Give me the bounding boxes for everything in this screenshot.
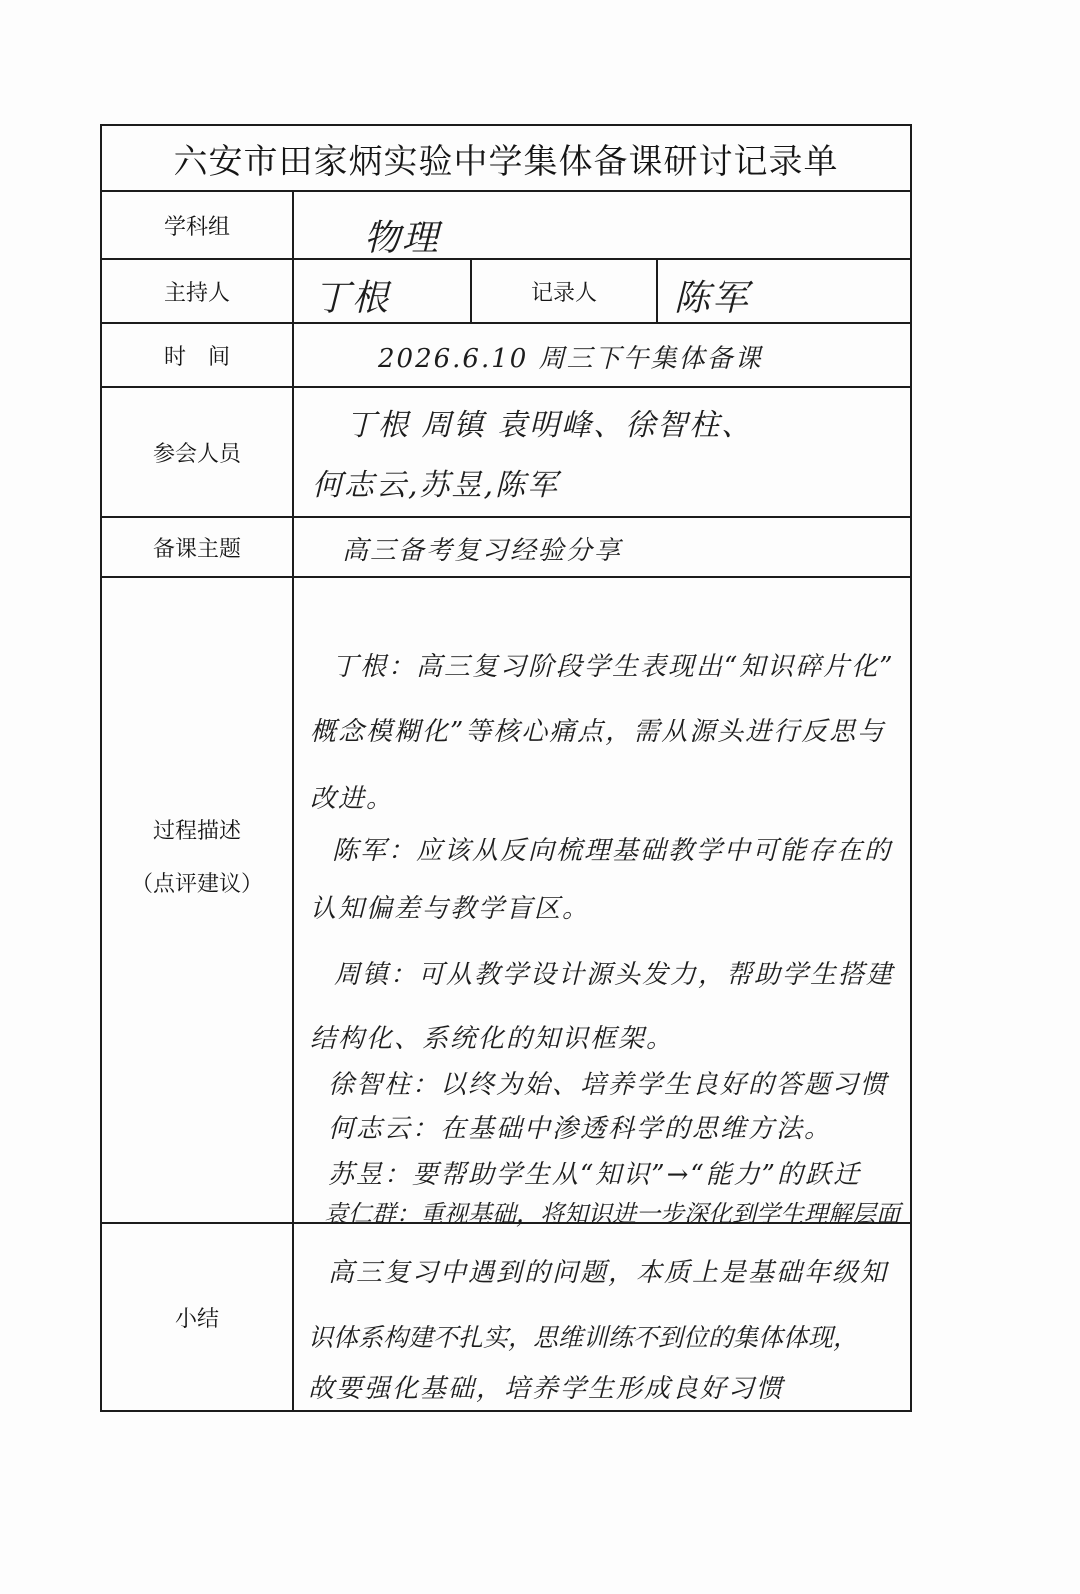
form-title: 六安市田家炳实验中学集体备课研讨记录单 (173, 141, 839, 182)
process-line: 何志云：在基础中渗透科学的思维方法。 (328, 1114, 833, 1144)
label-process-group (102, 786, 292, 926)
label-process: 过程描述 (152, 819, 241, 844)
label-time: 时 间 (163, 344, 230, 370)
label-topic: 备课主题 (152, 536, 241, 562)
summary-line: 高三复习中遇到的问题，本质上是基础年级知 (328, 1258, 889, 1288)
label-subject-group: 学科组 (163, 214, 230, 240)
process-line: 周镇：可从教学设计源头发力，帮助学生搭建 (334, 960, 895, 990)
process-line: 徐智柱：以终为始、培养学生良好的答题习惯 (328, 1070, 889, 1100)
label-summary: 小结 (174, 1306, 219, 1332)
value-participants-line-1: 丁根 周镇 袁明峰、徐智柱、 (346, 408, 754, 443)
value-topic: 高三备考复习经验分享 (342, 536, 623, 566)
label-host: 主持人 (163, 280, 230, 306)
process-line: 认知偏差与教学盲区。 (310, 894, 591, 924)
record-table (100, 124, 912, 1412)
label-process-sub: （点评建议） (130, 872, 263, 897)
label-participants: 参会人员 (152, 441, 241, 467)
column-divider (656, 258, 658, 322)
process-line: 概念模糊化”等核心痛点，需从源头进行反思与 (310, 717, 886, 747)
process-line: 袁仁群：重视基础，将知识进一步深化到学生理解层面 (324, 1200, 900, 1228)
process-line: 陈军：应该从反向梳理基础教学中可能存在的 (332, 836, 893, 866)
process-line: 丁根：高三复习阶段学生表现出“知识碎片化” (332, 652, 895, 682)
label-recorder: 记录人 (530, 280, 597, 306)
process-line: 结构化、系统化的知识框架。 (310, 1024, 675, 1054)
value-recorder: 陈军 (674, 278, 751, 319)
process-line: 苏昱：要帮助学生从“知识”→“能力”的跃迁 (328, 1160, 861, 1190)
value-time: 2026.6.10 周三下午集体备课 (378, 344, 763, 374)
row-divider (102, 576, 910, 578)
summary-line: 识体系构建不扎实，思维训练不到位的集体体现， (308, 1323, 859, 1352)
process-line: 改进。 (310, 784, 395, 814)
column-divider (292, 190, 294, 1410)
summary-line: 故要强化基础，培养学生形成良好习惯 (308, 1374, 785, 1404)
value-subject-group: 物理 (364, 218, 441, 259)
value-participants-line-2: 何志云,苏昱,陈军 (312, 468, 560, 503)
value-host: 丁根 (314, 278, 391, 319)
